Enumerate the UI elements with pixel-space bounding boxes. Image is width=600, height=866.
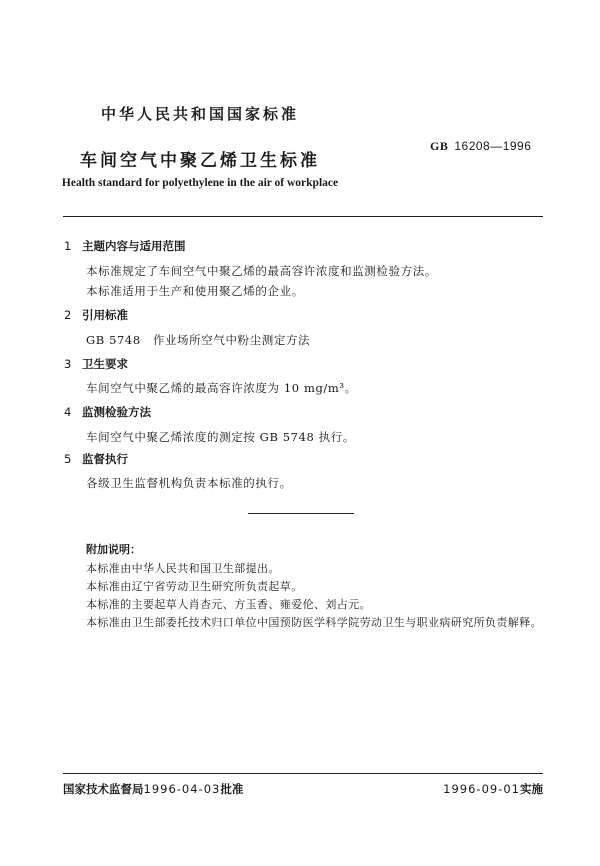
- note-line-2: 本标准由辽宁省劳动卫生研究所负责起草。: [86, 580, 303, 593]
- section-heading-1: 1 主题内容与适用范围: [64, 239, 186, 253]
- footer-divider: [63, 773, 543, 774]
- standard-code-number: 16208—1996: [454, 139, 532, 153]
- effective-date: 1996-09-01: [443, 782, 520, 796]
- section-heading-5: 5 监督执行: [64, 452, 128, 466]
- approval-info: 国家技术监督局1996-04-03批准: [63, 782, 244, 796]
- approved-date: 1996-04-03: [143, 782, 221, 796]
- section-heading-3: 3 卫生要求: [64, 357, 128, 371]
- section-heading-2: 2 引用标准: [64, 308, 128, 322]
- note-line-3: 本标准的主要起草人肖杏元、方玉香、雍爱伦、刘占元。: [86, 598, 371, 611]
- section-4-line-1: 车间空气中聚乙烯浓度的测定按 GB 5748 执行。: [86, 430, 355, 444]
- section-heading-4: 4 监测检验方法: [64, 405, 151, 419]
- document-title-en: Health standard for polyethylene in the air of workplace: [61, 177, 339, 189]
- effective-info: 1996-09-01实施: [443, 782, 543, 796]
- document-title-cn: 车间空气中聚乙烯卫生标准: [80, 151, 320, 171]
- note-line-1: 本标准由中华人民共和国卫生部提出。: [86, 562, 280, 575]
- end-of-text-rule: [248, 513, 354, 514]
- section-3-line-1: 车间空气中聚乙烯的最高容许浓度为 10 mg/m³。: [86, 381, 357, 395]
- note-line-4: 本标准由卫生部委托技术归口单位中国预防医学科学院劳动卫生与职业病研究所负责解释。: [86, 616, 542, 629]
- header-divider: [63, 216, 543, 217]
- section-1-line-2: 本标准适用于生产和使用聚乙烯的企业。: [86, 284, 304, 298]
- section-1-line-1: 本标准规定了车间空气中聚乙烯的最高容许浓度和监测检验方法。: [86, 264, 437, 278]
- national-standard-label: 中华人民共和国国家标准: [100, 105, 299, 123]
- standard-code-prefix: GB: [430, 139, 449, 153]
- standard-code: [430, 139, 531, 154]
- notes-title: 附加说明：: [86, 543, 141, 556]
- section-2-line-1: GB 5748 作业场所空气中粉尘测定方法: [86, 333, 311, 347]
- section-5-line-1: 各级卫生监督机构负责本标准的执行。: [86, 476, 292, 490]
